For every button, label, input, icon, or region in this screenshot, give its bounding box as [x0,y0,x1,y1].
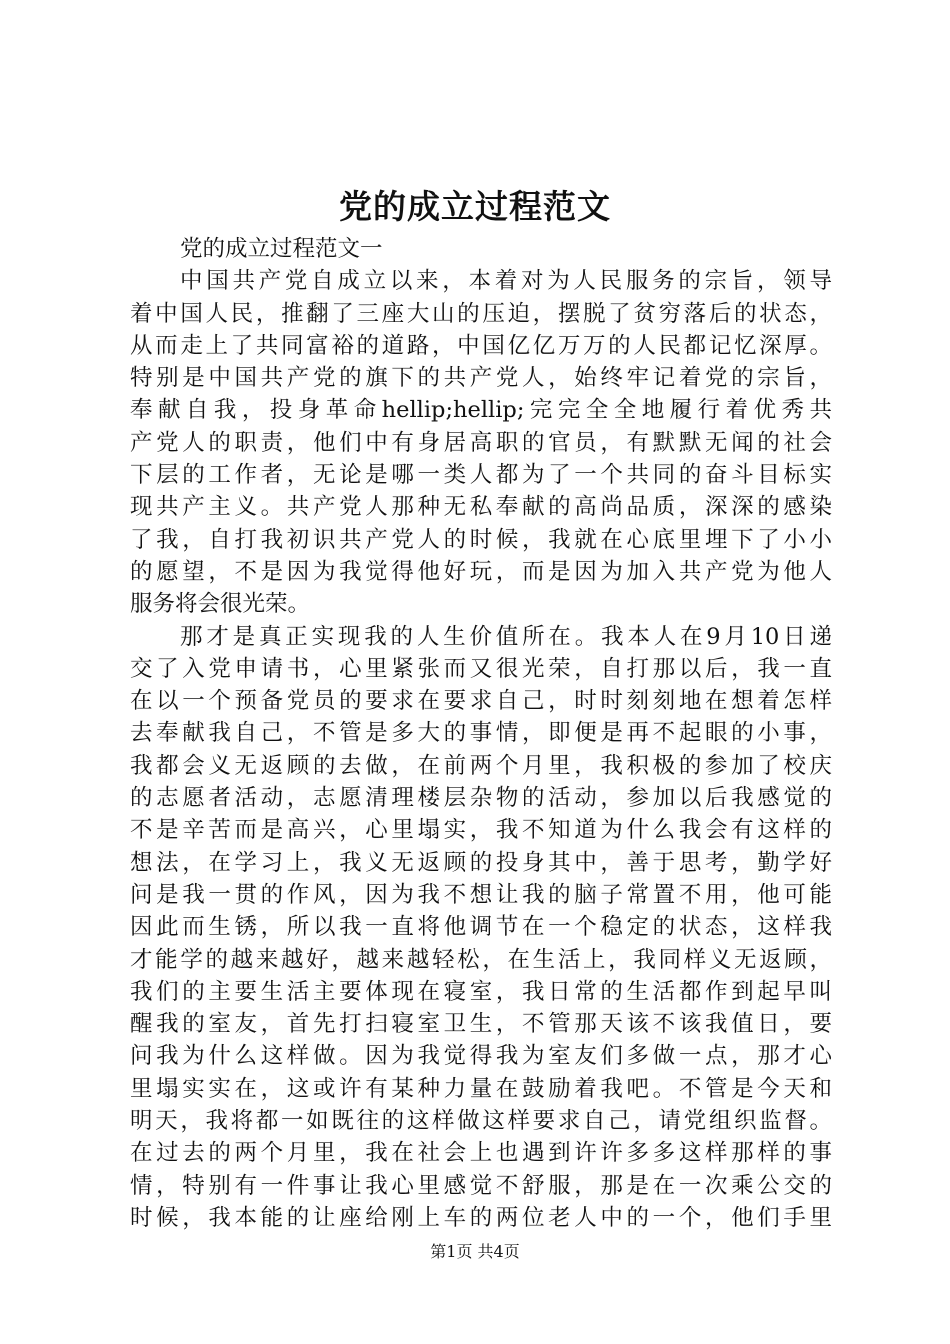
text-line: 才能学的越来越好，越来越轻松，在生活上，我同样义无返顾， [130,946,832,973]
text-line: 服务将会很光荣。 [130,591,311,618]
text-line: 不是辛苦而是高兴，心里塌实，我不知道为什么我会有这样的 [130,817,832,844]
text-line: 中国共产党自成立以来，本着对为人民服务的宗旨，领导 [180,268,832,295]
text-line: 醒我的室友，首先打扫寝室卫生，不管那天该不该我值日，要 [130,1011,832,1038]
text-line: 去奉献我自己，不管是多大的事情，即便是再不起眼的小事， [130,720,832,747]
text-line: 时候，我本能的让座给刚上车的两位老人中的一个，他们手里 [130,1204,832,1231]
text-line: 明天，我将都一如既往的这样做这样要求自己，请党组织监督。 [130,1108,832,1135]
text-line: 交了入党申请书，心里紧张而又很光荣，自打那以后，我一直 [130,655,832,682]
text-line: 我都会义无返顾的去做，在前两个月里，我积极的参加了校庆 [130,752,832,779]
text-line: 党的成立过程范文一 [180,236,383,262]
text-line: 的愿望，不是因为我觉得他好玩，而是因为加入共产党为他人 [130,558,832,585]
text-line: 里塌实实在，这或许有某种力量在鼓励着我吧。不管是今天和 [130,1075,832,1102]
text-line: 着中国人民，推翻了三座大山的压迫，摆脱了贫穷落后的状态， [130,300,832,327]
text-line: 特别是中国共产党的旗下的共产党人，始终牢记着党的宗旨， [130,365,832,392]
text-line: 我们的主要生活主要体现在寝室，我日常的生活都作到起早叫 [130,978,832,1005]
text-line: 想法，在学习上，我义无返顾的投身其中，善于思考，勤学好 [130,849,832,876]
text-line: 奉献自我，投身革命hellip;hellip;完完全全地履行着优秀共 [130,397,832,424]
text-line: 在以一个预备党员的要求在要求自己，时时刻刻地在想着怎样 [130,688,832,715]
text-line: 问我为什么这样做。因为我觉得我为室友们多做一点，那才心 [130,1043,832,1070]
text-line: 产党人的职责，他们中有身居高职的官员，有默默无闻的社会 [130,429,832,456]
document-title: 党的成立过程范文 [339,187,611,226]
text-line: 下层的工作者，无论是哪一类人都为了一个共同的奋斗目标实 [130,462,832,489]
text-line: 情，特别有一件事让我心里感觉不舒服，那是在一次乘公交的 [130,1172,832,1199]
text-line: 因此而生锈，所以我一直将他调节在一个稳定的状态，这样我 [130,914,832,941]
text-line: 现共产主义。共产党人那种无私奉献的高尚品质，深深的感染 [130,494,832,521]
text-line: 从而走上了共同富裕的道路，中国亿亿万万的人民都记忆深厚。 [130,332,832,359]
document-body [130,233,832,1234]
text-line: 那才是真正实现我的人生价值所在。我本人在9月10日递 [180,623,832,650]
text-line: 在过去的两个月里，我在社会上也遇到许许多多这样那样的事 [130,1140,832,1167]
text-line: 问是我一贯的作风，因为我不想让我的脑子常置不用，他可能 [130,881,832,908]
page-footer: 第1页 共4页 [430,1242,520,1261]
text-line: 的志愿者活动，志愿清理楼层杂物的活动，参加以后我感觉的 [130,785,832,812]
text-line: 了我，自打我初识共产党人的时候，我就在心底里埋下了小小 [130,526,832,553]
